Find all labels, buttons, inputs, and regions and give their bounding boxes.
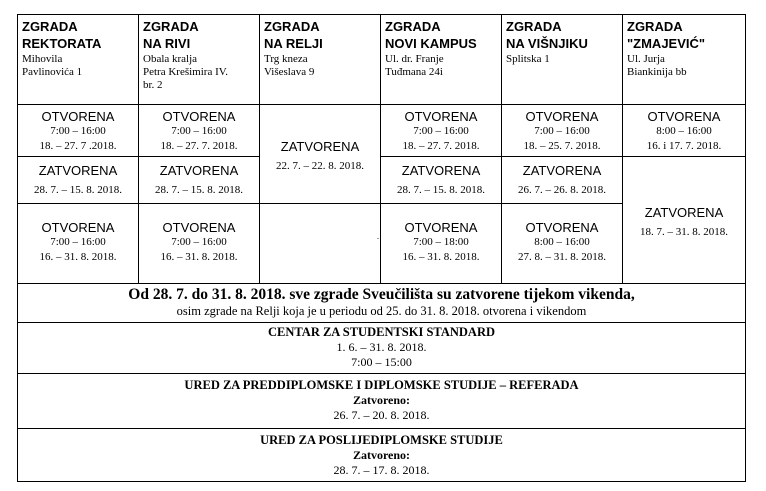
hours-label: 7:00 – 18:00 — [413, 236, 469, 248]
building-address — [143, 53, 255, 92]
zmajevic-period-1 — [623, 105, 746, 157]
office-line: 7:00 – 15:00 — [351, 354, 412, 369]
hours-label: 7:00 – 16:00 — [413, 125, 469, 137]
status-label: ZATVORENA — [38, 163, 118, 178]
status-label: OTVORENA — [41, 220, 115, 235]
office-line: Zatvoreno: — [352, 393, 411, 407]
hours-label: 7:00 – 16:00 — [171, 125, 227, 137]
weekend-notice-row — [18, 284, 746, 323]
building-header-row — [18, 15, 746, 105]
hours-label: 8:00 – 16:00 — [534, 236, 590, 248]
address-line: Splitska 1 — [506, 53, 550, 65]
dates-label: 27. 8. – 31. 8. 2018. — [518, 251, 606, 263]
building-label: ZGRADA — [264, 19, 320, 34]
office-title: URED ZA PREDDIPLOMSKE I DIPLOMSKE STUDIJE – REFERADA — [184, 378, 579, 392]
building-relja — [260, 15, 381, 105]
kampus-period-1 — [381, 105, 502, 157]
office-line: 1. 6. – 31. 8. 2018. — [336, 340, 427, 354]
notice-sub-text: osim zgrade na Relji koja je u periodu od 25. do 31. 8. 2018. otvorena i vikendom — [176, 304, 587, 318]
address-line: Tuđmana 24i — [385, 66, 443, 78]
building-address — [506, 53, 618, 66]
hours-label: 7:00 – 16:00 — [50, 236, 106, 248]
schedule-table — [17, 14, 746, 482]
building-kampus — [381, 15, 502, 105]
address-line: Višeslava 9 — [264, 66, 315, 78]
status-label: ZATVORENA — [280, 139, 360, 154]
building-address — [385, 53, 497, 79]
office-student-standard — [18, 323, 746, 374]
status-label: OTVORENA — [162, 109, 236, 124]
building-address — [22, 53, 134, 79]
office-title: URED ZA POSLIJEDIPLOMSKE STUDIJE — [260, 433, 503, 447]
building-title: REKTORATA — [22, 36, 102, 51]
dates-label: 18. – 27. 7 .2018. — [39, 140, 117, 152]
status-label: OTVORENA — [525, 109, 599, 124]
relja-period-1 — [260, 105, 381, 204]
weekend-notice — [18, 284, 746, 323]
stray-mark: . — [377, 232, 379, 241]
dates-label: 16. – 31. 8. 2018. — [39, 251, 117, 263]
building-label: ZGRADA — [627, 19, 683, 34]
schedule-row-2 — [18, 157, 746, 204]
dates-label: 18. – 27. 7. 2018. — [402, 140, 480, 152]
rektorat-period-2 — [18, 157, 139, 204]
riva-period-1 — [139, 105, 260, 157]
dates-label: 16. i 17. 7. 2018. — [646, 140, 722, 152]
building-label: ZGRADA — [385, 19, 441, 34]
riva-period-3 — [139, 204, 260, 284]
hours-label: 7:00 – 16:00 — [50, 125, 106, 137]
dates-label: 16. – 31. 8. 2018. — [160, 251, 238, 263]
address-line: Obala kralja — [143, 53, 198, 65]
status-label: ZATVORENA — [401, 163, 481, 178]
office-row — [18, 323, 746, 374]
office-line: Zatvoreno: — [352, 448, 411, 462]
dates-label: 16. – 31. 8. 2018. — [402, 251, 480, 263]
zmajevic-period-2 — [623, 157, 746, 284]
visnjik-period-2 — [502, 157, 623, 204]
building-address — [627, 53, 741, 79]
hours-label: 7:00 – 16:00 — [171, 236, 227, 248]
building-label: ZGRADA — [22, 19, 78, 34]
dates-label: 18. – 27. 7. 2018. — [160, 140, 238, 152]
building-address — [264, 53, 376, 79]
visnjik-period-1 — [502, 105, 623, 157]
status-label: ZATVORENA — [522, 163, 602, 178]
hours-label: 7:00 – 16:00 — [534, 125, 590, 137]
building-title: NA RIVI — [143, 36, 191, 51]
building-label: ZGRADA — [506, 19, 562, 34]
office-referada — [18, 374, 746, 429]
address-line: Ul. Jurja — [627, 53, 665, 65]
dates-label: 22. 7. – 22. 8. 2018. — [276, 160, 364, 172]
dates-label: 28. 7. – 15. 8. 2018. — [397, 184, 485, 196]
address-line: Trg kneza — [264, 53, 308, 65]
dates-label: 28. 7. – 15. 8. 2018. — [155, 184, 243, 196]
address-line: br. 2 — [143, 79, 163, 91]
riva-period-2 — [139, 157, 260, 204]
building-zmajevic — [623, 15, 746, 105]
building-title: NA VIŠNJIKU — [506, 36, 588, 51]
dates-label: 28. 7. – 15. 8. 2018. — [34, 184, 122, 196]
notice-main-text: Od 28. 7. do 31. 8. 2018. sve zgrade Sveučilišta su zatvorene tijekom vikenda, — [128, 286, 635, 303]
schedule-row-1 — [18, 105, 746, 157]
dates-label: 26. 7. – 26. 8. 2018. — [518, 184, 606, 196]
building-riva — [139, 15, 260, 105]
office-line: 28. 7. – 17. 8. 2018. — [333, 462, 430, 477]
building-title: NA RELJI — [264, 36, 323, 51]
address-line: Petra Krešimira IV. — [143, 66, 229, 78]
status-label: OTVORENA — [525, 220, 599, 235]
building-title: NOVI KAMPUS — [385, 36, 477, 51]
status-label: OTVORENA — [647, 109, 721, 124]
visnjik-period-3 — [502, 204, 623, 284]
kampus-period-3 — [381, 204, 502, 284]
office-row — [18, 429, 746, 482]
address-line: Biankinija bb — [627, 66, 687, 78]
office-line: 26. 7. – 20. 8. 2018. — [333, 407, 430, 422]
status-label: OTVORENA — [41, 109, 115, 124]
rektorat-period-3 — [18, 204, 139, 284]
status-label: OTVORENA — [404, 109, 478, 124]
status-label: OTVORENA — [404, 220, 478, 235]
address-line: Mihovila — [22, 53, 63, 65]
rektorat-period-1 — [18, 105, 139, 157]
building-rektorat — [18, 15, 139, 105]
building-title: "ZMAJEVIĆ" — [627, 36, 706, 51]
building-label: ZGRADA — [143, 19, 199, 34]
office-title: CENTAR ZA STUDENTSKI STANDARD — [267, 325, 495, 339]
relja-empty — [260, 204, 381, 284]
hours-label: 8:00 – 16:00 — [656, 125, 712, 137]
status-label: ZATVORENA — [159, 163, 239, 178]
office-row — [18, 374, 746, 429]
dates-label: 18. – 25. 7. 2018. — [523, 140, 601, 152]
address-line: Ul. dr. Franje — [385, 53, 444, 65]
status-label: ZATVORENA — [644, 205, 724, 220]
office-postgraduate — [18, 429, 746, 482]
kampus-period-2 — [381, 157, 502, 204]
dates-label: 18. 7. – 31. 8. 2018. — [640, 226, 728, 238]
address-line: Pavlinovića 1 — [22, 66, 83, 78]
status-label: OTVORENA — [162, 220, 236, 235]
building-visnjik — [502, 15, 623, 105]
